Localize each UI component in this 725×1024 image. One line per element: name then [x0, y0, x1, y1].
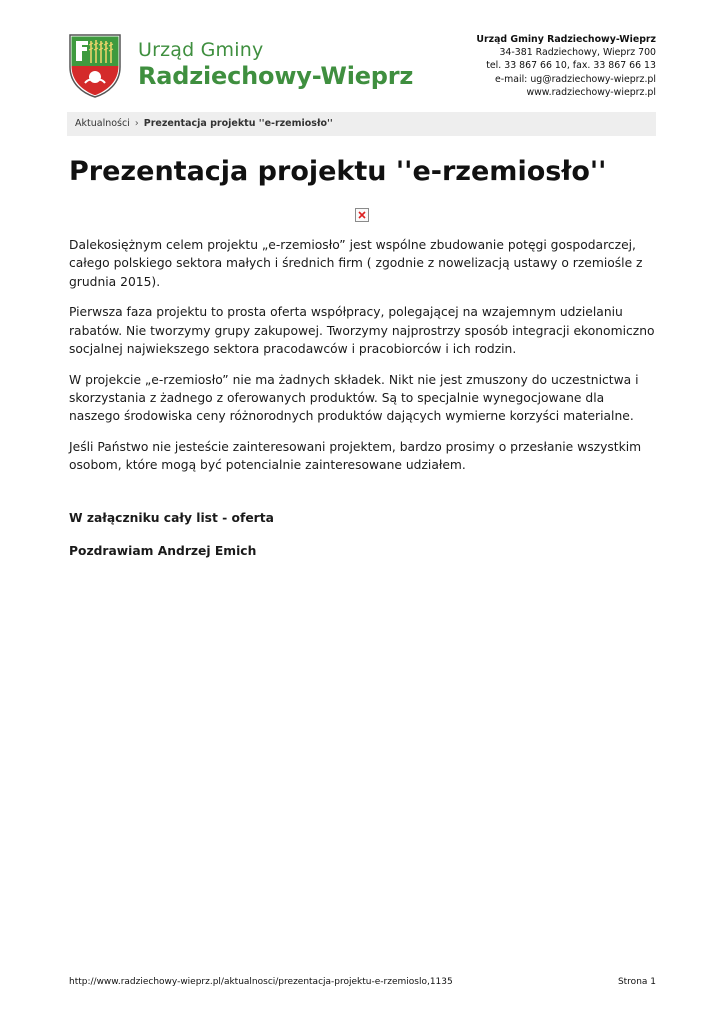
site-logo[interactable] [68, 33, 413, 99]
contact-phone: tel. 33 867 66 10, fax. 33 867 66 13 [486, 60, 656, 72]
breadcrumb [67, 112, 656, 136]
contact-info [476, 33, 656, 99]
logo-text [138, 39, 413, 91]
contact-email[interactable]: e-mail: ug@radziechowy-wieprz.pl [494, 73, 656, 85]
footer-page-number: Strona 1 [617, 977, 656, 987]
contact-website[interactable]: www.radziechowy-wieprz.pl [526, 86, 656, 98]
page-header [0, 0, 725, 110]
article-paragraph: Pierwsza faza projektu to prosta oferta współpracy, polegającej na wzajemnym udzielaniu rabatów. Nie tworzymy grupy zakupowej. Tworzymy najprostrzy sposób integracji ekonomiczno socjalnej najwiekszego sektora pracodawców i pracobiorców i ich rodzin. [69, 305, 655, 356]
article-content [69, 236, 659, 560]
article-paragraph: Dalekosiężnym celem projektu „e-rzemiosło” jest wspólne zbudowanie potęgi gospodarczej, całego polskiego sektora małych i średnich firm ( zgodnie z nowelizacją ustawy o rzemiośle z grudnia 2015). [69, 238, 643, 289]
broken-image-icon [355, 208, 369, 222]
attachment-note: W załączniku cały list - oferta [69, 511, 274, 526]
breadcrumb-current: Prezentacja projektu ''e-rzemiosło'' [143, 118, 333, 129]
article-paragraph: W projekcie „e-rzemiosło” nie ma żadnych składek. Nikt nie jest zmuszony do uczestnictwa i skorzystania z żadnego z oferowanych produktów. Są to specjalnie wynegocjowane dla naszego środowiska ceny różnorodnych produktów dających wymierne korzyści materialne. [69, 372, 639, 424]
logo-line-urzad-gminy: Urząd Gminy [138, 39, 264, 61]
signature: Pozdrawiam Andrzej Emich [69, 543, 257, 558]
contact-office-name: Urząd Gminy Radziechowy-Wieprz [476, 34, 656, 45]
page-title: Prezentacja projektu ''e-rzemiosło'' [69, 156, 607, 187]
article-paragraph: Jeśli Państwo nie jesteście zainteresowani projektem, bardzo prosimy o przesłanie wszystkim osobom, które mogą być potencialnie zainteresowane udziałem. [69, 440, 642, 473]
breadcrumb-separator: › [134, 118, 139, 129]
breadcrumb-link-aktualnosci[interactable]: Aktualności [75, 118, 130, 129]
logo-line-municipality-name: Radziechowy-Wieprz [138, 62, 414, 90]
footer-url[interactable]: http://www.radziechowy-wieprz.pl/aktualnosci/prezentacja-projektu-e-rzemioslo,1135 [69, 977, 453, 987]
contact-address: 34-381 Radziechowy, Wieprz 700 [499, 47, 656, 59]
municipal-coat-of-arms-icon [68, 33, 122, 99]
